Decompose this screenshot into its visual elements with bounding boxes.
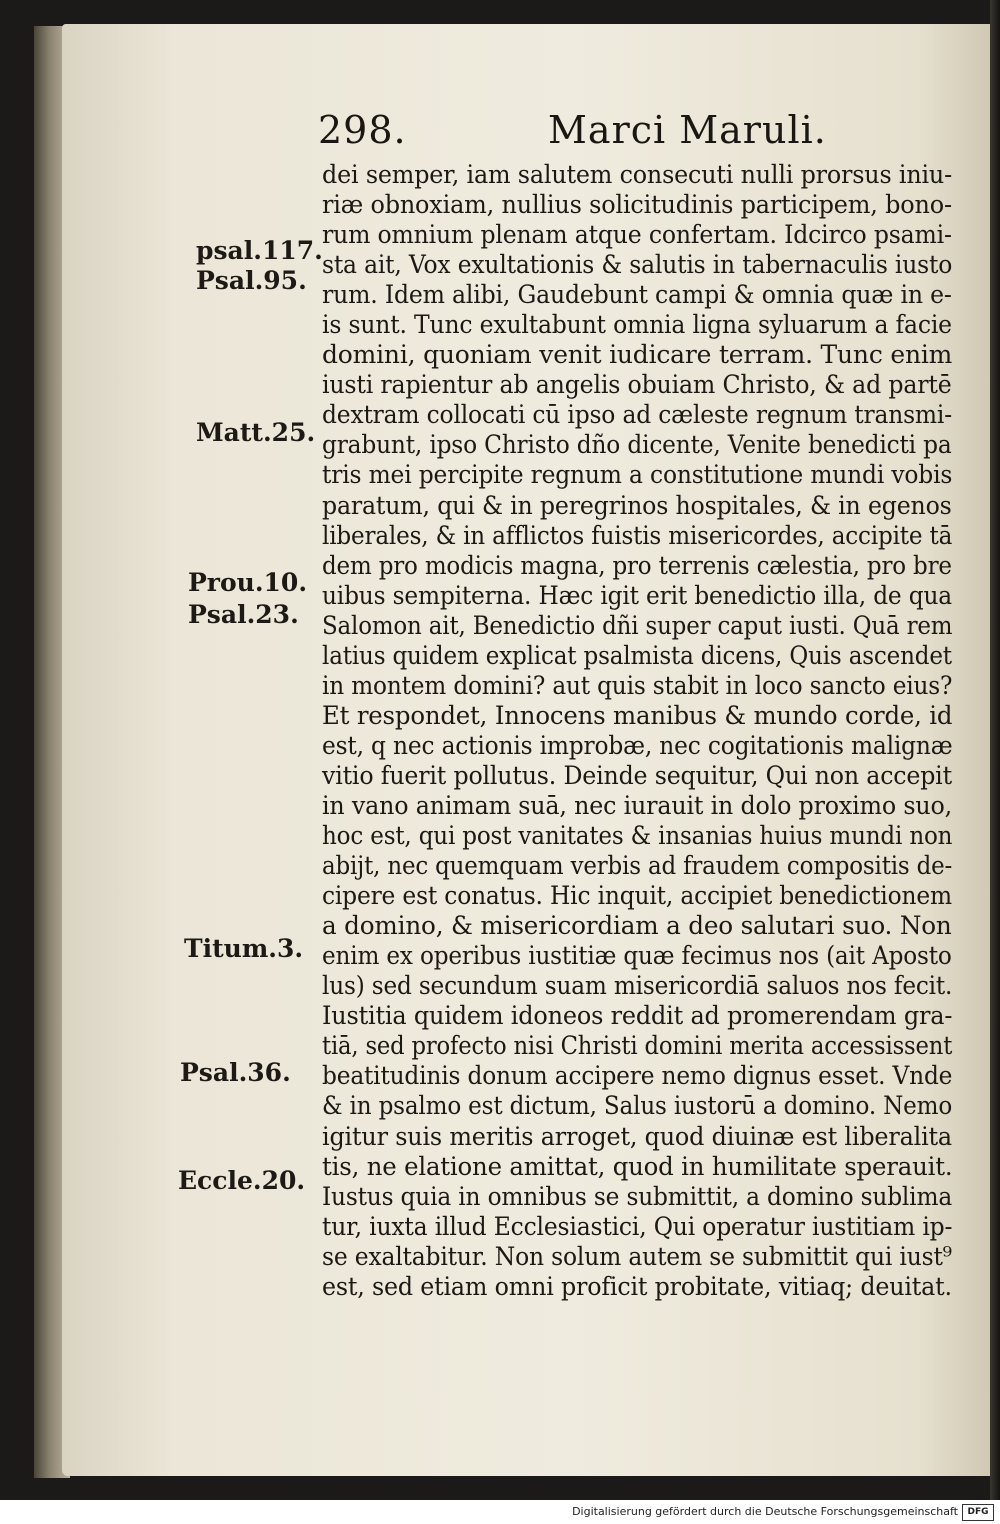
text-line: paratum, qui & in peregrinos hospitales, & in egenos — [322, 490, 952, 521]
margin-note: Matt.25. — [196, 418, 316, 447]
margin-note: Psal.23. — [188, 600, 299, 629]
text-line: tis, ne elatione amittat, quod in humilitate sperauit. — [322, 1151, 953, 1182]
text-line: riæ obnoxiam, nullius solicitudinis participem, bono- — [322, 190, 952, 221]
text-line: hoc est, qui post vanitates & insanias huius mundi non — [322, 821, 953, 852]
text-line: se exaltabitur. Non solum autem se submittit qui iust⁹ — [322, 1241, 952, 1272]
text-line: est, q nec actionis improbæ, nec cogitationis malignæ — [322, 730, 953, 761]
text-line: cipere est conatus. Hic inquit, accipiet benedictionem — [322, 881, 952, 912]
text-line: tris mei percipite regnum a constitutione mundi vobis — [322, 460, 953, 491]
dfg-logo: DFG — [962, 1504, 994, 1521]
text-line: beatitudinis donum accipere nemo dignus esset. Vnde — [322, 1061, 953, 1092]
text-line: in montem domini? aut quis stabit in loco sancto eius? — [322, 670, 953, 701]
margin-note: Titum.3. — [184, 934, 304, 963]
text-line: & in psalmo est dictum, Salus iustorū a domino. Nemo — [322, 1091, 953, 1122]
page-fore-edge — [990, 0, 1000, 1500]
text-line: Iustus quia in omnibus se submittit, a domino sublima — [322, 1181, 953, 1212]
text-line: in vano animam suā, nec iurauit in dolo proximo suo, — [322, 790, 952, 821]
text-line: uibus sempiterna. Hæc igit erit benedictio illa, de qua — [322, 580, 952, 611]
body-text — [322, 160, 962, 1302]
margin-note: Eccle.20. — [178, 1166, 306, 1195]
funding-credit: Digitalisierung gefördert durch die Deutsche Forschungsgemeinschaft — [572, 1505, 958, 1518]
text-line: dem pro modicis magna, pro terrenis cælestia, pro bre — [322, 550, 952, 581]
page-number: 298. — [318, 108, 407, 152]
text-line: vitio fuerit pollutus. Deinde sequitur, Qui non accepit — [322, 760, 952, 791]
text-line: tiā, sed profecto nisi Christi domini merita accessissent — [322, 1031, 953, 1062]
text-line: igitur suis meritis arroget, quod diuinæ est liberalita — [322, 1121, 952, 1152]
running-head — [318, 108, 878, 160]
text-line: est, sed etiam omni proficit probitate, vitiaq; deuitat. — [322, 1271, 952, 1302]
text-line: Iustitia quidem idoneos reddit ad promerendam gra- — [322, 1001, 953, 1032]
text-line: iusti rapientur ab angelis obuiam Christo, & ad partē — [322, 370, 952, 401]
text-line: rum omnium plenam atque confertam. Idcirco psami- — [322, 220, 952, 251]
text-line: sta ait, Vox exultationis & salutis in tabernaculis iusto — [322, 250, 953, 281]
text-line: dextram collocati cū ipso ad cæleste regnum transmi- — [322, 400, 952, 431]
margin-note: Prou.10. — [188, 568, 308, 597]
text-line: liberales, & in afflictos fuistis misericordes, accipite tā — [322, 520, 953, 551]
footer — [0, 1500, 1000, 1524]
text-line: a domino, & misericordiam a deo salutari suo. Non — [322, 911, 952, 942]
text-line: enim ex operibus iustitiæ quæ fecimus nos (ait Aposto — [322, 941, 952, 972]
running-title: Marci Maruli. — [548, 108, 827, 152]
text-line: lus) sed secundum suam misericordiā saluos nos fecit. — [322, 971, 953, 1002]
text-line: rum. Idem alibi, Gaudebunt campi & omnia quæ in e- — [322, 280, 952, 311]
text-line: is sunt. Tunc exultabunt omnia ligna syluarum a facie — [322, 310, 952, 341]
text-line: grabunt, ipso Christo dño dicente, Venite benedicti pa — [322, 430, 952, 461]
margin-note: Psal.36. — [180, 1058, 291, 1087]
margin-note: Psal.95. — [196, 266, 307, 295]
text-line: domini, quoniam venit iudicare terram. Tunc enim — [322, 340, 953, 371]
text-line: tur, iuxta illud Ecclesiastici, Qui operatur iustitiam ip- — [322, 1211, 953, 1242]
margin-note: psal.117. — [196, 236, 323, 265]
text-line: abijt, nec quemquam verbis ad fraudem compositis de- — [322, 851, 953, 882]
text-line: Et respondet, Innocens manibus & mundo corde, id — [322, 700, 953, 731]
text-line: latius quidem explicat psalmista dicens, Quis ascendet — [322, 640, 952, 671]
text-line: Salomon ait, Benedictio dñi super caput iusti. Quā rem — [322, 610, 953, 641]
text-line: dei semper, iam salutem consecuti nulli prorsus iniu- — [322, 160, 952, 190]
